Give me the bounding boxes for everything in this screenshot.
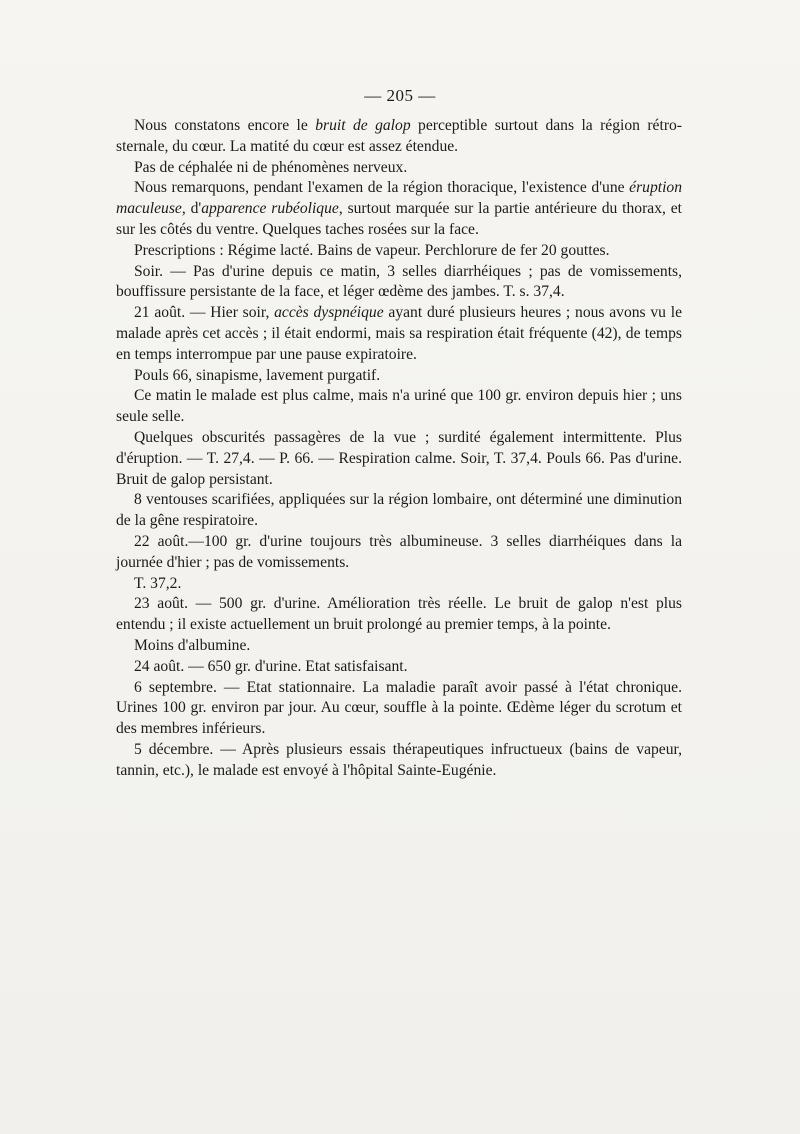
- paragraph: Soir. — Pas d'urine depuis ce matin, 3 selles diarrhéiques ; pas de vomissements, bouffissure persistante de la face, et léger œdème des jambes. T. s. 37,4.: [116, 262, 682, 301]
- paragraph: 5 décembre. — Après plusieurs essais thérapeutiques infructueux (bains de vapeur, tannin, etc.), le malade est envoyé à l'hôpital Sainte-Eugénie.: [116, 740, 682, 779]
- paragraph: Quelques obscurités passagères de la vue ; surdité également intermittente. Plus d'éruption. — T. 27,4. — P. 66. — Respiration calme. Soir, T. 37,4. Pouls 66. Pas d'urine. Bruit de galop persistant.: [116, 428, 682, 488]
- paragraph: Pas de céphalée ni de phénomènes nerveux.: [134, 158, 408, 176]
- italic-phrase: accès dyspnéique: [274, 304, 384, 322]
- paragraph: Ce matin le malade est plus calme, mais n'a uriné que 100 gr. environ depuis hier ; uns seule selle.: [116, 387, 682, 426]
- paragraph: 6 septembre. — Etat stationnaire. La maladie paraît avoir passé à l'état chronique. Urines 100 gr. environ par jour. Au cœur, souffle à la pointe. Œdème léger du scrotum et des membres inférieurs.: [116, 678, 682, 738]
- body-text: [116, 116, 682, 782]
- paragraph: Nous constatons encore le bruit de galop perceptible surtout dans la région rétro-sternale, du cœur. La matité du cœur est assez étendue.: [116, 117, 682, 155]
- paragraph: T. 37,2.: [134, 574, 182, 592]
- paragraph: 8 ventouses scarifiées, appliquées sur la région lombaire, ont déterminé une diminution de la gêne respiratoire.: [116, 491, 682, 530]
- paragraph: Pouls 66, sinapisme, lavement purgatif.: [134, 366, 381, 384]
- paragraph: 21 août. — Hier soir, accès dyspnéique ayant duré plusieurs heures ; nous avons vu le malade après cet accès ; il était endormi, mais sa respiration était fréquente (42), de temps en temps interrompue par une pause expiratoire.: [116, 304, 682, 363]
- page-number: — 205 —: [364, 86, 436, 105]
- paragraph: 22 août.—100 gr. d'urine toujours très albumineuse. 3 selles diarrhéiques dans la journée d'hier ; pas de vomissements.: [116, 532, 682, 571]
- italic-phrase: apparence rubéolique: [201, 200, 339, 218]
- paragraph: Moins d'albumine.: [134, 636, 251, 654]
- paragraph: 23 août. — 500 gr. d'urine. Amélioration très réelle. Le bruit de galop n'est plus entendu ; il existe actuellement un bruit prolongé au premier temps, à la pointe.: [116, 595, 682, 634]
- paragraph: 24 août. — 650 gr. d'urine. Etat satisfaisant.: [134, 657, 408, 675]
- italic-phrase: éruption maculeuse: [116, 179, 682, 218]
- paragraph: Nous remarquons, pendant l'examen de la région thoracique, l'existence d'une éruption maculeuse, d'apparence rubéolique, surtout marquée sur la partie antérieure du thorax, et sur les côtés du ventre. Quelques taches rosées sur la face.: [116, 179, 683, 238]
- paragraph: Prescriptions : Régime lacté. Bains de vapeur. Perchlorure de fer 20 gouttes.: [134, 241, 610, 259]
- italic-phrase: bruit de galop: [315, 117, 411, 134]
